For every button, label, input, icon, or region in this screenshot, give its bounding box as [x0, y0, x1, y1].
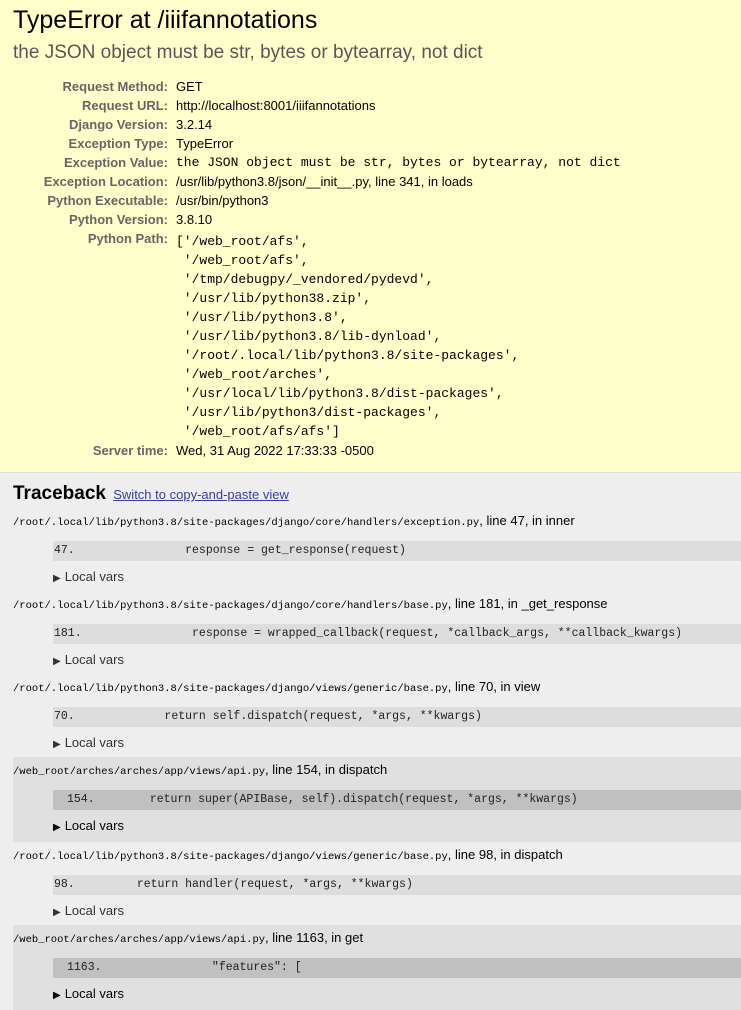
local-vars-label: Local vars [64, 569, 124, 584]
traceback-frame [0, 508, 741, 591]
meta-label: Python Executable: [47, 193, 168, 208]
traceback-frame [0, 591, 741, 674]
frame-header [0, 591, 741, 615]
meta-value: 3.2.14 [176, 117, 213, 132]
local-vars-label: Local vars [64, 652, 124, 667]
page-title: TypeError at /iiifannotations [13, 6, 318, 34]
local-vars-toggle[interactable] [53, 652, 741, 674]
meta-row-server-time [13, 441, 621, 460]
frame-filename: /web_root/arches/arches/app/views/api.py [13, 934, 266, 946]
frame-location: , line 181, in _get_response [447, 596, 608, 611]
frame-location: , line 1163, in get [265, 930, 364, 945]
traceback-title: Traceback [13, 483, 106, 504]
meta-label: Request URL: [82, 98, 168, 113]
frame-location: , line 98, in dispatch [447, 847, 563, 862]
frame-location: , line 70, in view [447, 679, 541, 694]
frame-filename: /root/.local/lib/python3.8/site-packages/django/core/handlers/exception.py [13, 517, 480, 529]
local-vars-toggle[interactable] [53, 735, 741, 757]
meta-value: /usr/bin/python3 [176, 193, 269, 208]
meta-label: Exception Location: [43, 174, 168, 189]
meta-row-python-path [13, 229, 621, 441]
exception-value-heading: the JSON object must be str, bytes or bytearray, not dict [13, 42, 483, 63]
triangle-right-icon: ▶ [53, 656, 61, 667]
meta-label: Exception Type: [68, 136, 168, 151]
triangle-right-icon: ▶ [53, 907, 61, 918]
frame-filename: /root/.local/lib/python3.8/site-packages/django/core/handlers/base.py [13, 600, 448, 612]
meta-row [13, 172, 621, 191]
triangle-right-icon: ▶ [53, 739, 61, 750]
meta-value: TypeError [176, 136, 234, 151]
switch-copy-paste-link[interactable]: Switch to copy-and-paste view [113, 487, 289, 502]
frame-location: , line 154, in dispatch [265, 762, 388, 777]
traceback-frame [0, 925, 741, 1010]
traceback-section [0, 473, 741, 1010]
context-line[interactable]: 70. return self.dispatch(request, *args, **kwargs) [53, 707, 741, 727]
frame-header [13, 757, 741, 781]
meta-table [13, 77, 621, 460]
local-vars-label: Local vars [64, 735, 124, 750]
context-line[interactable]: 181. response = wrapped_callback(request, *callback_args, **callback_kwargs) [53, 624, 741, 644]
meta-row [13, 153, 621, 172]
context-line[interactable]: 98. return handler(request, *args, **kwargs) [53, 875, 741, 895]
traceback-heading [13, 481, 741, 508]
triangle-right-icon: ▶ [53, 822, 61, 833]
meta-label: Request Method: [62, 79, 168, 94]
frame-location: , line 47, in inner [479, 513, 575, 528]
local-vars-label: Local vars [64, 903, 124, 918]
meta-label: Exception Value: [63, 155, 168, 170]
meta-row [13, 77, 621, 96]
meta-row [13, 134, 621, 153]
meta-value: 3.8.10 [176, 212, 213, 227]
meta-label: Python Version: [69, 212, 168, 227]
meta-label: Django Version: [69, 117, 168, 132]
meta-row [13, 210, 621, 229]
meta-value: the JSON object must be str, bytes or bytearray, not dict [176, 155, 621, 170]
local-vars-toggle[interactable] [53, 986, 741, 1004]
context-line[interactable]: 1163. "features": [ [53, 958, 741, 978]
error-summary [0, 0, 741, 473]
frame-filename: /root/.local/lib/python3.8/site-packages/django/views/generic/base.py [13, 683, 448, 695]
frame-header [13, 925, 741, 949]
triangle-right-icon: ▶ [53, 990, 61, 1001]
traceback-frame [0, 757, 741, 842]
meta-row [13, 191, 621, 210]
meta-label: Server time: [92, 443, 168, 458]
context-line[interactable]: 154. return super(APIBase, self).dispatch(request, *args, **kwargs) [53, 790, 741, 810]
context-line[interactable]: 47. response = get_response(request) [53, 541, 741, 561]
local-vars-label: Local vars [64, 986, 124, 1001]
frame-filename: /web_root/arches/arches/app/views/api.py [13, 766, 266, 778]
frame-header [0, 508, 741, 532]
frame-list [13, 508, 741, 1010]
local-vars-toggle[interactable] [53, 818, 741, 836]
python-path-value: ['/web_root/afs', '/web_root/afs', '/tmp/debugpy/_vendored/pydevd', '/usr/lib/python38.zip', '/usr/lib/python3.8', '/usr/lib/python3.8/lib-dynload', '/root/.local/lib/python3.8/site-packages', '/web_root/arches', '/usr/local/lib/python3.8/dist-packages', '/usr/lib/python3/dist-packages', '/web_root/afs/afs'] [176, 234, 520, 439]
local-vars-label: Local vars [64, 818, 124, 833]
frame-filename: /root/.local/lib/python3.8/site-packages/django/views/generic/base.py [13, 851, 448, 863]
frame-header [0, 674, 741, 698]
meta-value: /usr/lib/python3.8/json/__init__.py, line 341, in loads [176, 174, 473, 189]
meta-row [13, 96, 621, 115]
meta-row [13, 115, 621, 134]
traceback-frame [0, 674, 741, 757]
local-vars-toggle[interactable] [53, 903, 741, 925]
meta-label: Python Path: [87, 231, 168, 246]
triangle-right-icon: ▶ [53, 573, 61, 584]
meta-value: http://localhost:8001/iiifannotations [176, 98, 376, 113]
traceback-frame [0, 842, 741, 925]
meta-value: GET [176, 79, 203, 94]
server-time-value: Wed, 31 Aug 2022 17:33:33 -0500 [176, 443, 374, 458]
local-vars-toggle[interactable] [53, 569, 741, 591]
frame-header [0, 842, 741, 866]
